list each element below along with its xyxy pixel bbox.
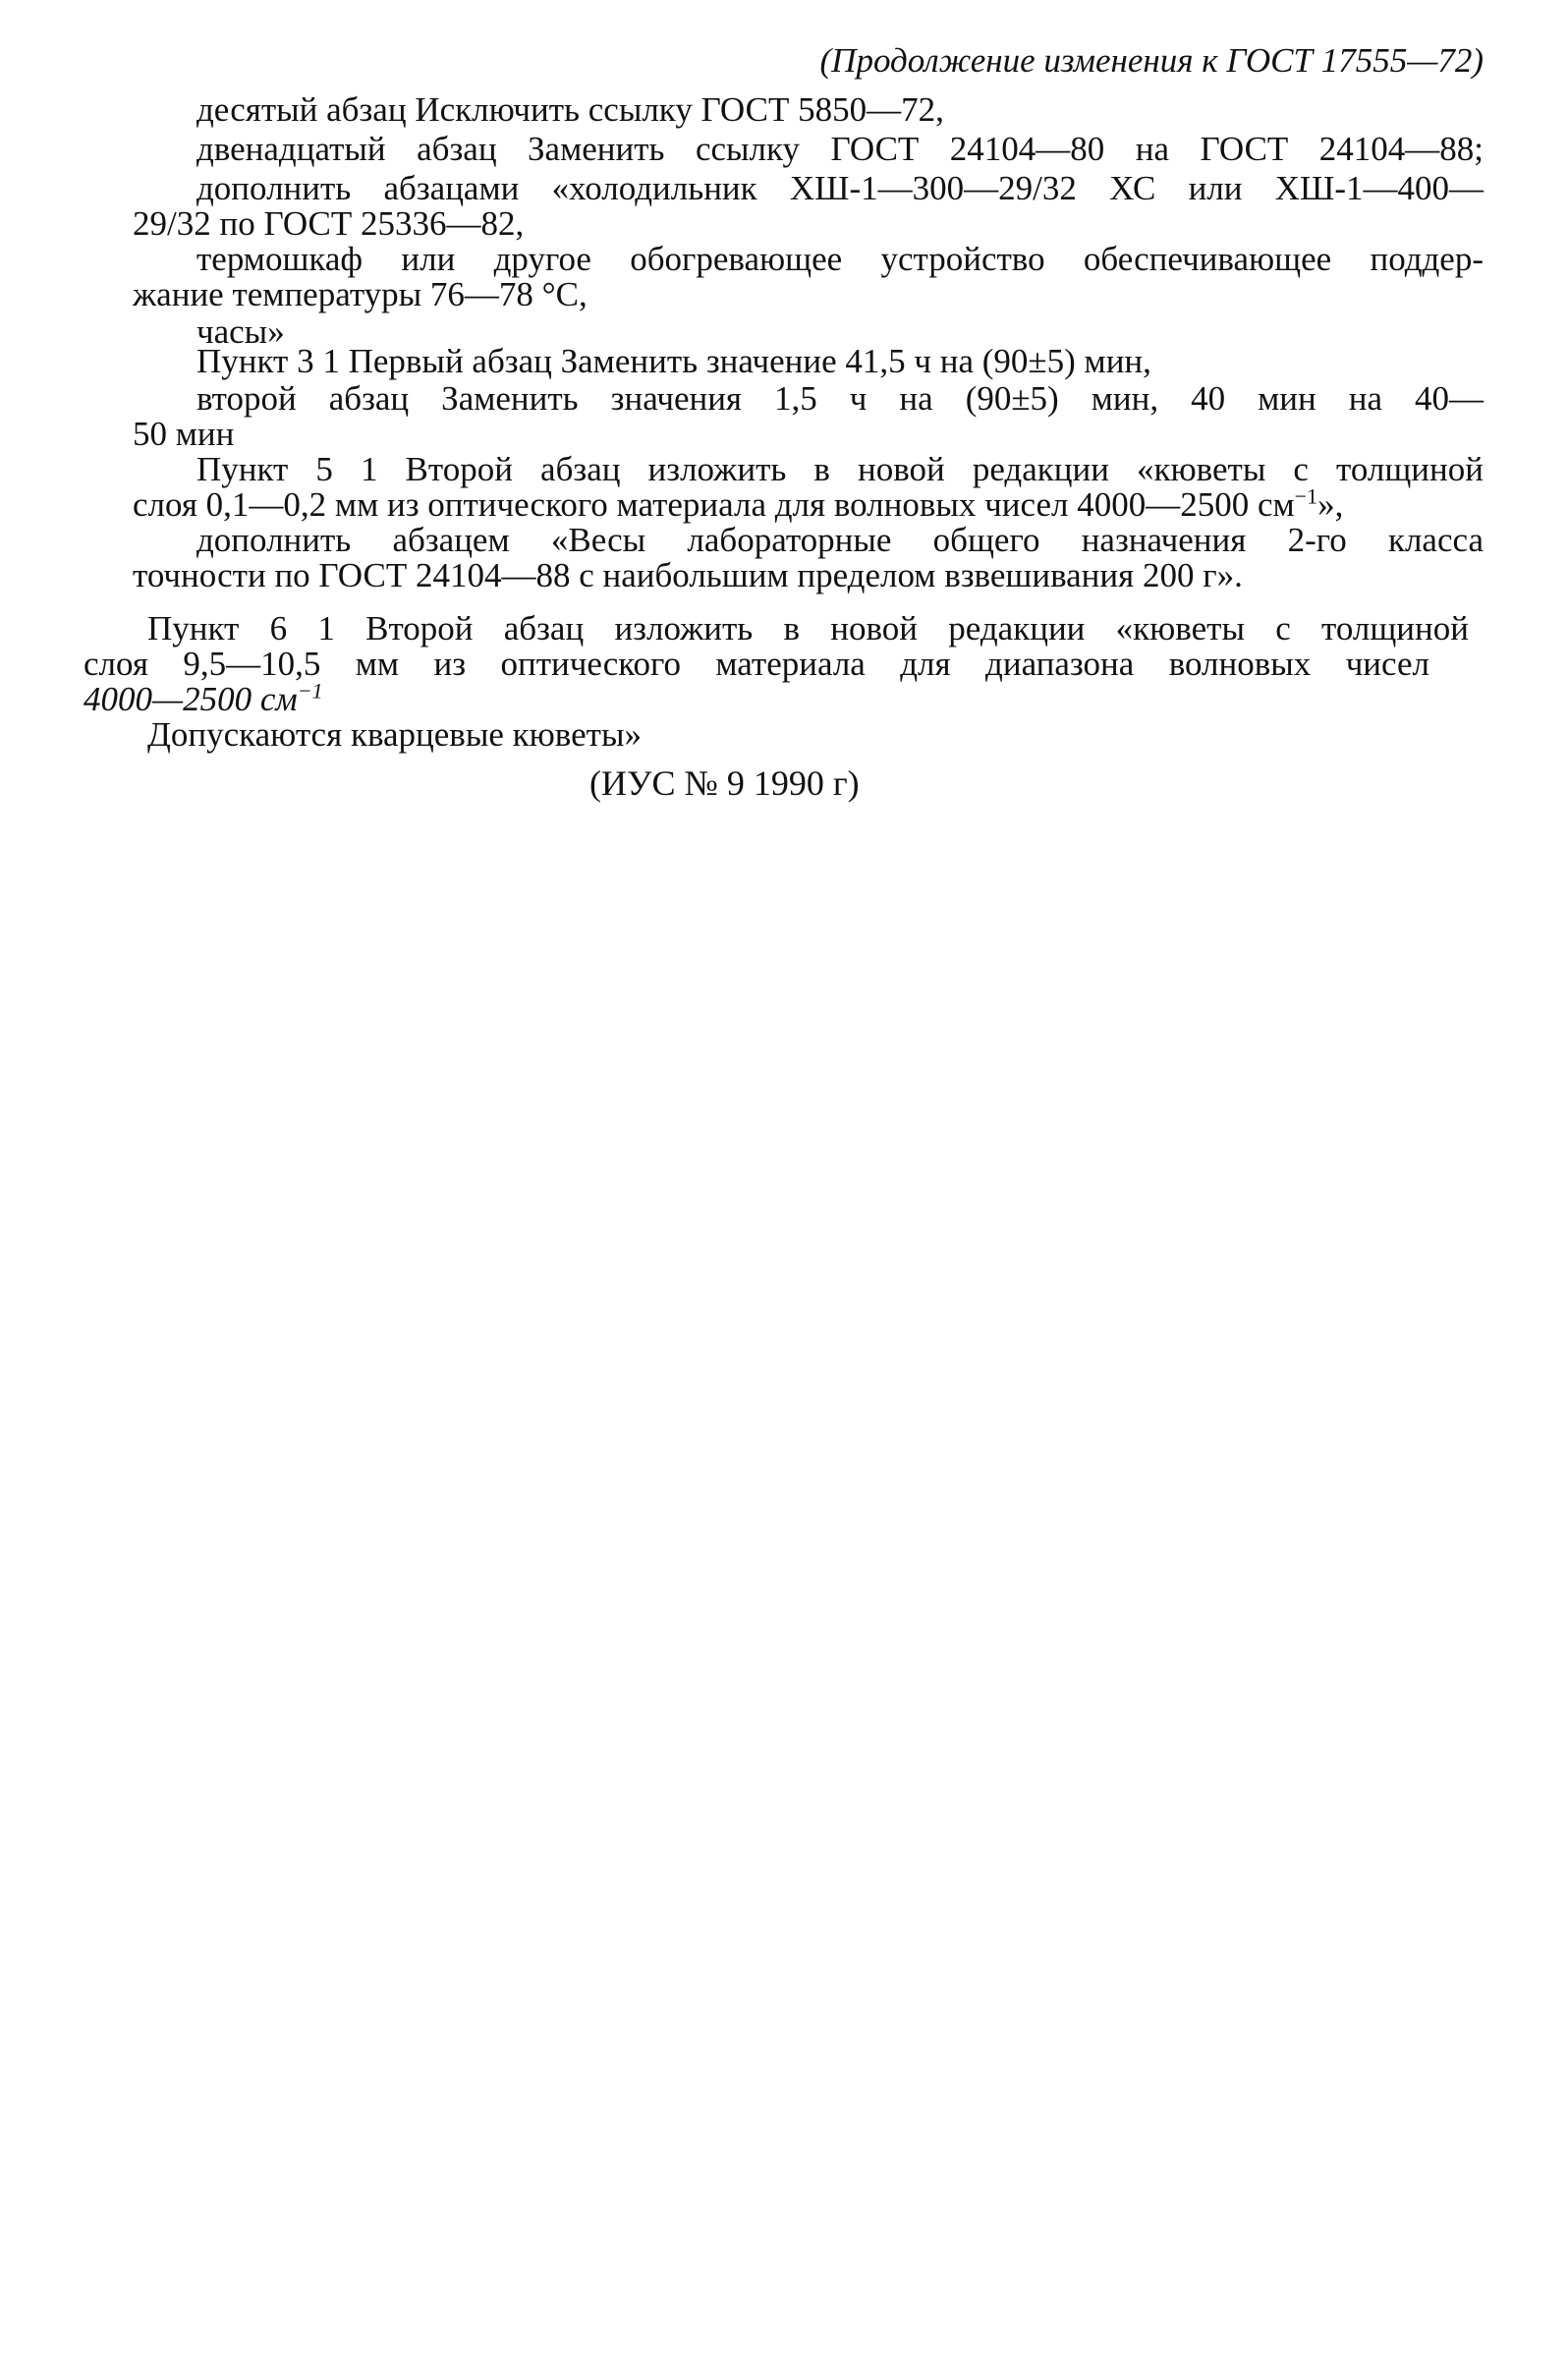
text-line [133,485,1343,525]
text-line: Пункт 6 1 Второй абзац изложить в новой редакции «кюветы с толщиной [147,609,1469,648]
text-line: слоя 9,5—10,5 мм из оптического материала для диапазона волновых чисел [84,645,1429,683]
text-line: десятый абзац Исключить ссылку ГОСТ 5850—72, [196,90,944,129]
text-line [84,680,323,719]
text-segment: 4000—2500 см [84,680,298,718]
text-line: двенадцатый абзац Заменить ссылку ГОСТ 24104—80 на ГОСТ 24104—88; [196,130,1484,168]
text-segment: слоя 0,1—0,2 мм из оптического материала для волновых чисел 4000—2500 см [133,485,1295,524]
superscript: −1 [297,678,323,704]
continuation-header: (Продолжение изменения к ГОСТ 17555—72) [819,41,1484,80]
text-line: дополнить абзацем «Весы лабораторные общего назначения 2-го класса [196,521,1484,559]
text-line: Пункт 5 1 Второй абзац изложить в новой редакции «кюветы с толщиной [196,450,1484,488]
text-line: дополнить абзацами «холодильник ХШ-1—300—29/32 ХС или ХШ-1—400— [196,169,1484,207]
text-line: точности по ГОСТ 24104—88 с наибольшим пределом взвешивания 200 г». [133,556,1243,594]
source-reference: (ИУС № 9 1990 г) [589,763,860,803]
text-line: часы» [196,312,285,351]
text-line: жание температуры 76—78 °С, [133,275,588,313]
text-line: термошкаф или другое обогревающее устройство обеспечивающее поддер- [196,240,1484,278]
text-line: Пункт 3 1 Первый абзац Заменить значение 41,5 ч на (90±5) мин, [196,342,1151,380]
text-line: 29/32 по ГОСТ 25336—82, [133,204,525,243]
text-line: 50 мин [133,415,235,453]
superscript: −1 [1294,483,1318,509]
text-line: второй абзац Заменить значения 1,5 ч на (90±5) мин, 40 мин на 40— [196,379,1484,418]
text-line: Допускаются кварцевые кюветы» [147,715,642,754]
text-segment: », [1317,485,1344,524]
